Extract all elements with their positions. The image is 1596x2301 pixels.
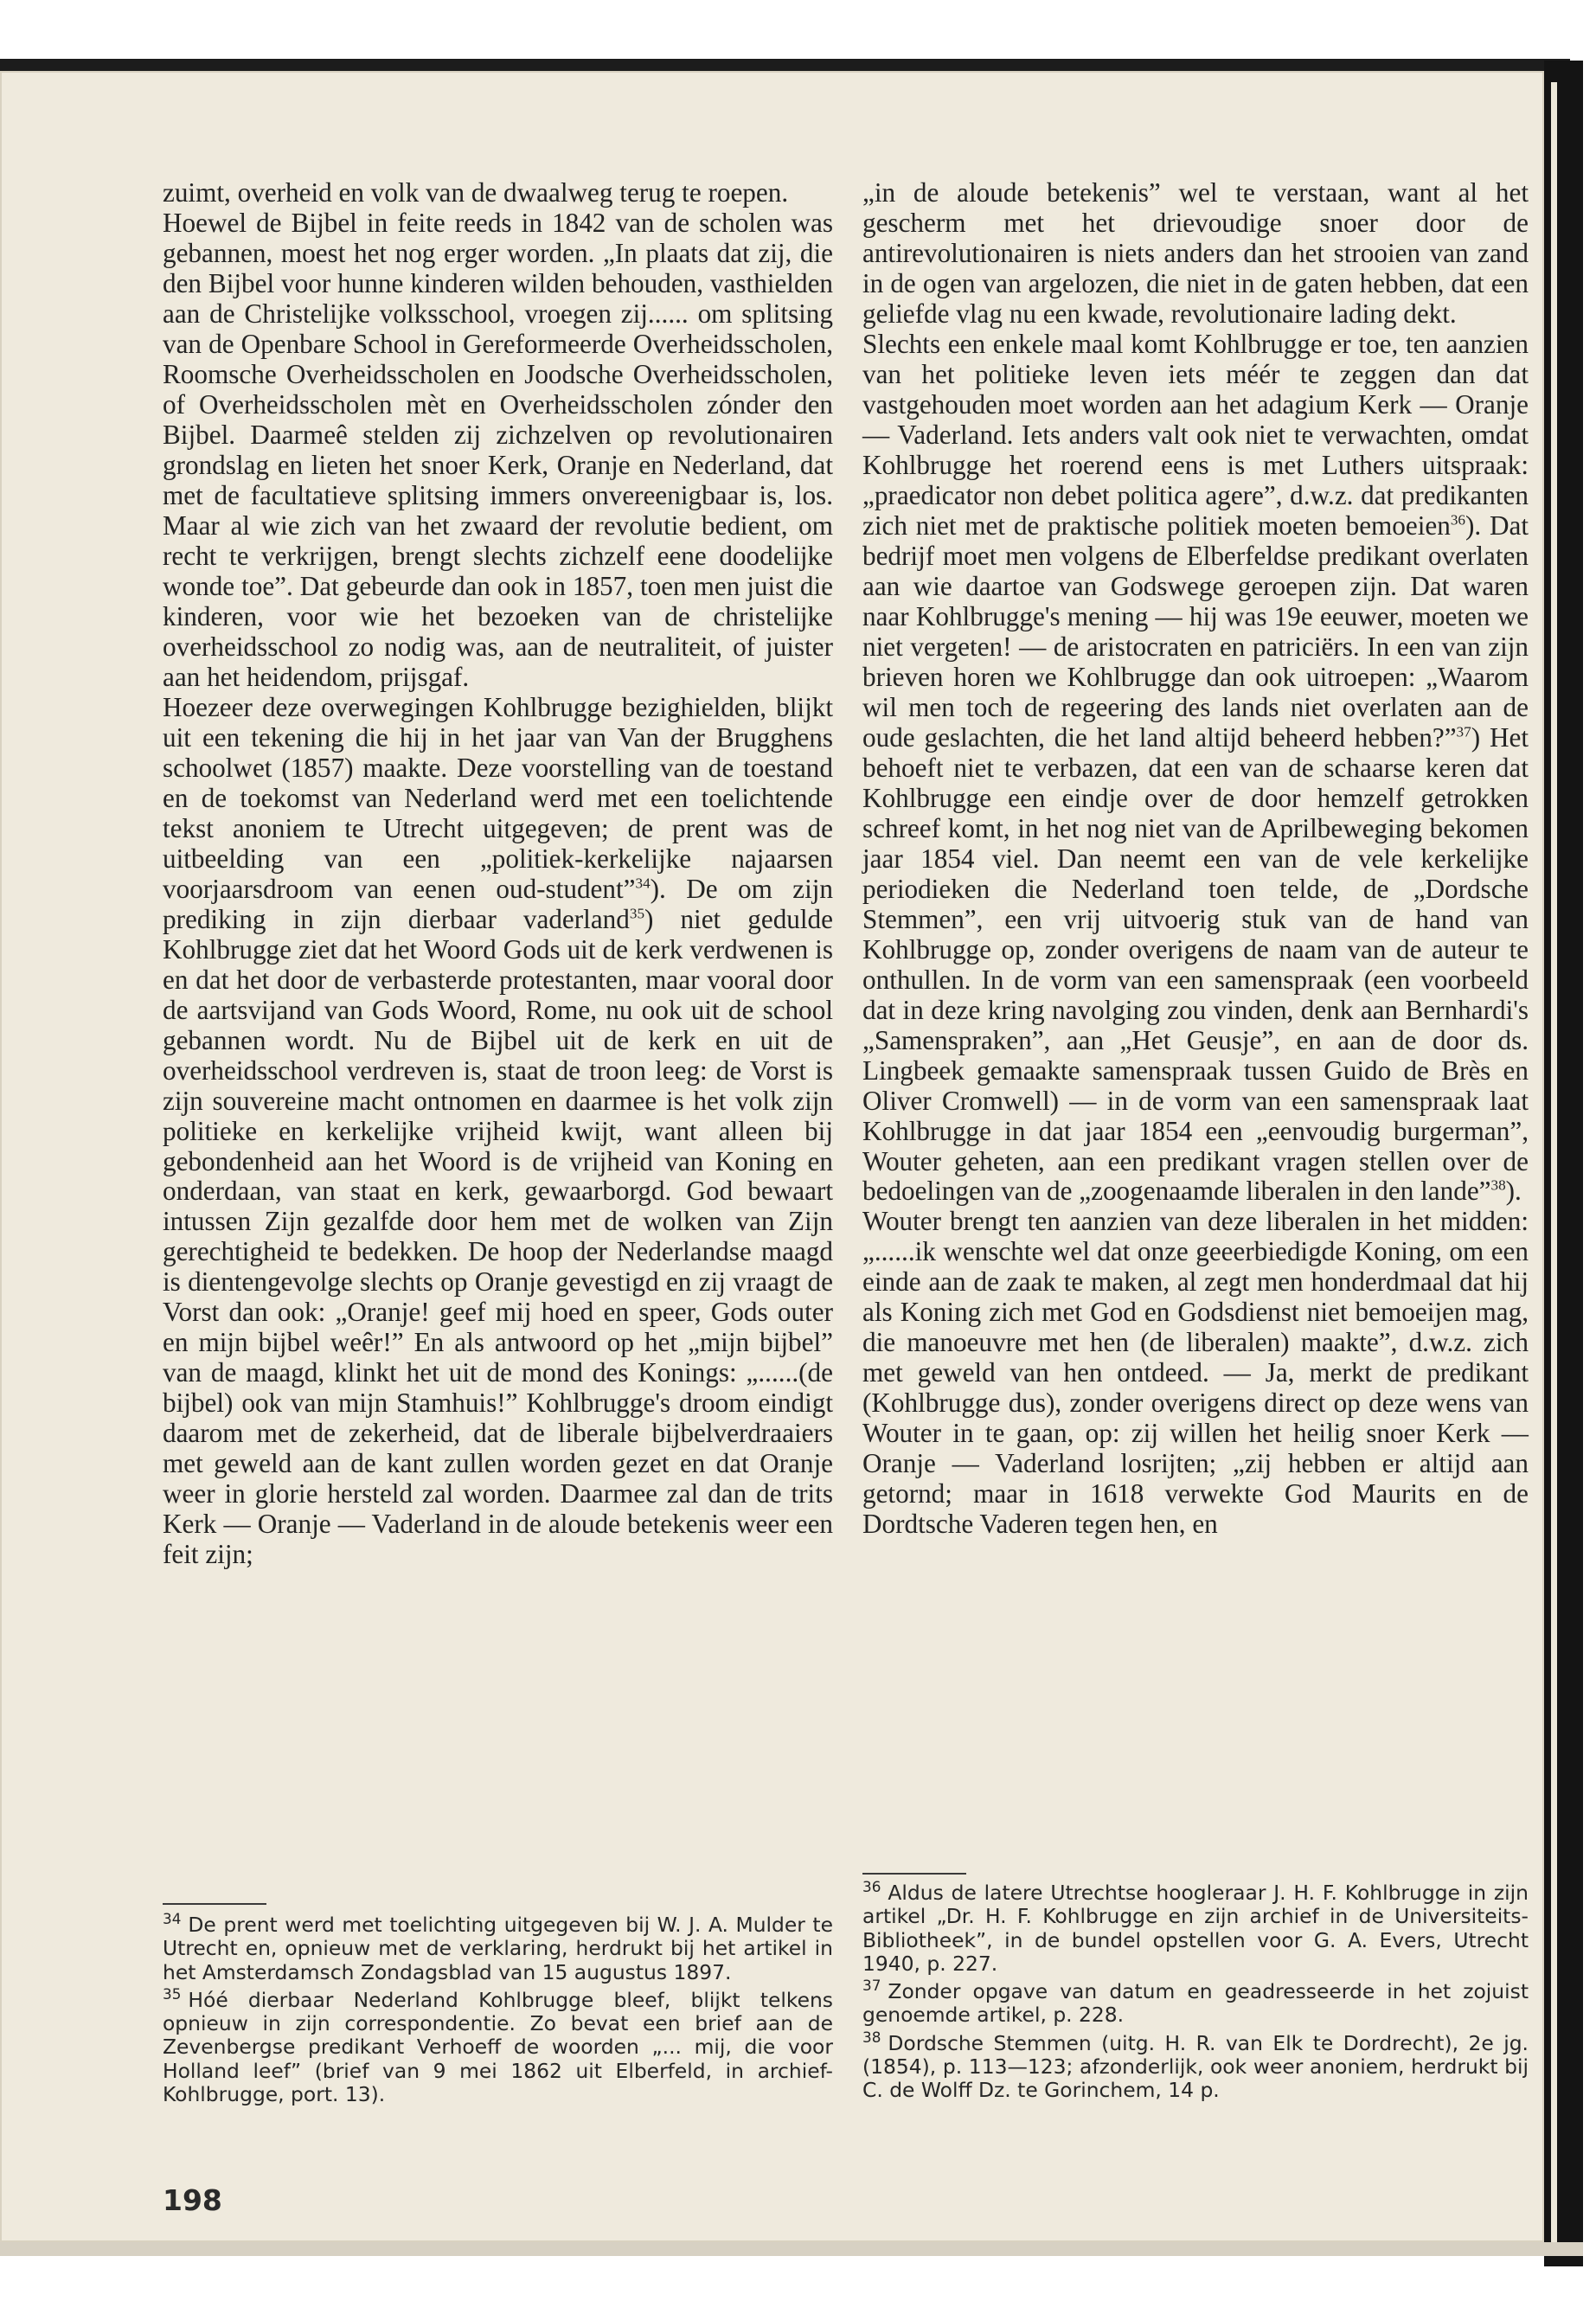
left-paragraph-3	[163, 692, 833, 1570]
left-paragraph-3-text: Hoezeer deze overwegingen Kohlbrugge bezighielden, blijkt uit een tekening die hij in het jaar van Van der Brugghens schoolwet (1857) maakte. Deze voorstelling van de toestand en de toekomst van Nederland werd met een toelichtende tekst anoniem te Utrecht uitgegeven; de prent was de uitbeelding van een „politiek-kerkelijke najaarsen voorjaarsdroom van eenen oud-student”	[163, 691, 833, 904]
footnote-ref: 35	[629, 905, 645, 922]
left-paragraph-2: Hoewel de Bijbel in feite reeds in 1842 van de scholen was gebannen, moest het nog erger worden. „In plaats dat zij, die den Bijbel voor hunne kinderen wilden behouden, vasthielden aan de Christelijke volksschool, vroegen zij...... om splitsing van de Openbare School in Gereformeerde Overheidsscholen, Roomsche Overheidsscholen en Joodsche Overheidsscholen, of Overheidsscholen mèt en Overheidsscholen zónder den Bijbel. Daarmeê stelden zij zichzelven op revolutionairen grondslag en lieten het snoer Kerk, Oranje en Nederland, dat met de facultatieve splitsing immers onvereenigbaar is, los. Maar al wie zich van het zwaard der revolutie bedient, om recht te verkrijgen, brengt slechts zichzelf eene doodelijke wonde toe”. Dat gebeurde dan ook in 1857, toen men juist die kinderen, voor wie het bezoeken van de christelijke overheidsschool zo nodig was, aan de neutraliteit, of juister aan het heidendom, prijsgaf.	[163, 207, 833, 692]
footnote	[163, 1985, 833, 2107]
footnote-ref: 37	[1456, 723, 1471, 740]
footnote-divider-left	[163, 1903, 266, 1905]
footnote-number: 35	[163, 1985, 182, 2003]
footnote-ref: 36	[1450, 511, 1465, 529]
footnote-text: Aldus de latere Utrechtse hoogleraar J. H. F. Kohlbrugge in zijn artikel „Dr. H. F. Kohlbrugge en zijn archief in de Universiteits-Bibliotheek”, in de bundel opstellen voor G. A. Evers, Utrecht 1940, p. 227.	[862, 1881, 1529, 1976]
footnote-ref: 34	[635, 875, 651, 892]
footnote-number: 38	[862, 2028, 881, 2046]
footnote	[862, 1878, 1529, 1976]
footnotes-right	[862, 1878, 1529, 2107]
right-paragraph-1: „in de aloude betekenis” wel te verstaan, want al het gescherm met het drievoudige snoer door de antirevolutionairen is niets anders dan het strooien van zand in de ogen van argelozen, die niet in de gaten hebben, dat een geliefde vlag nu een kwade, revolutionaire lading dekt.	[862, 177, 1529, 329]
footnotes-left	[163, 1910, 833, 2111]
right-paragraph-2-c: ) Het behoeft niet te verbazen, dat een van de schaarse keren dat Kohlbrugge een eindje over de door hemzelf getrokken schreef komt, in het nog niet van de Aprilbeweging bekomen jaar 1854 viel. Dan neemt een van de vele kerkelijke periodieken die Nederland toen telde, de „Dordsche Stemmen”, een vrij uitvoerig stuk van de hand van Kohlbrugge op, zonder overigens de naam van de auteur te onthullen. In de vorm van een samenspraak (een voorbeeld dat in deze kring navolging zou vinden, denk aan Bernhardi's „Samenspraken”, aan „Het Geusje”, en aan de door ds. Lingbeek gemaakte samenspraak tussen Guido de Brès en Oliver Cromwell) — in de vorm van een samenspraak laat Kohlbrugge in dat jaar 1854 een „eenvoudig burgerman”, Wouter geheten, aan een predikant vragen stellen over de bedoelingen van de „zoogenaamde liberalen in den lande”	[862, 721, 1529, 1207]
footnote-text: Dordsche Stemmen (uitg. H. R. van Elk te Dordrecht), 2e jg. (1854), p. 113—123; afzonderlijk, ook weer anoniem, herdrukt bij C. de Wolff Dz. te Gorinchem, 14 p.	[862, 2030, 1529, 2103]
left-text-column	[163, 177, 833, 1569]
page-number: 198	[163, 2183, 222, 2217]
right-paragraph-2-b: ). Dat bedrijf moet men volgens de Elberfeldse predikant overlaten aan wie daartoe van Godswege geroepen zijn. Dat waren naar Kohlbrugge's mening — hij was 19e eeuwer, moeten we niet vergeten! — de aristocraten en patriciërs. In een van zijn brieven horen we Kohlbrugge dan ook uitroepen: „Waarom wil men toch de regeering des lands niet overlaten aan de oude geslachten, die het land altijd beheerd hebben?”	[862, 510, 1529, 753]
left-paragraph-3-cont-b: ) niet gedulde Kohlbrugge ziet dat het Woord Gods uit de kerk verdwenen is en dat het door de verbasterde protestanten, maar vooral door de aartsvijand van Gods Woord, Rome, nu ook uit de school gebannen wordt. Nu de Bijbel uit de kerk en uit de overheidsschool verdreven is, staat de troon leeg: de Vorst is zijn souvereine macht ontnomen en daarmee is het volk zijn politieke en kerkelijke vrijheid kwijt, want alleen bij gebondenheid aan het Woord is de vrijheid van Koning en onderdaan, van staat en kerk, gewaarborgd. God bewaart intussen Zijn gezalfde door hem met de wolken van Zijn gerechtigheid te bedekken. De hoop der Nederlandse maagd is dientengevolge slechts op Oranje gevestigd en zij vraagt de Vorst dan ook: „Oranje! geef mij hoed en speer, Gods outer en mijn bijbel weêr!” En als antwoord op het „mijn bijbel” van de maagd, klinkt het uit de mond des Konings: „......(de bijbel) ook van mijn Stamhuis!” Kohlbrugge's droom eindigt daarom met de zekerheid, dat de liberale bijbelverdraaiers met geweld aan de kant zullen worden gezet en dat Oranje weer in glorie hersteld zal worden. Daarmee zal dan de trits Kerk — Oranje — Vaderland in de aloude betekenis weer een feit zijn;	[163, 903, 833, 1570]
scan-bottom-edge	[0, 2242, 1583, 2256]
left-paragraph-3-cont-a: ). De om zijn prediking in zijn dierbaar vaderland	[163, 873, 834, 934]
book-spine-edge	[1544, 61, 1583, 2266]
footnote-number: 34	[163, 1910, 182, 1928]
footnote-ref: 38	[1490, 1177, 1506, 1195]
scan-top-edge	[0, 59, 1570, 71]
footnote	[862, 1977, 1529, 2028]
page-edge-strip	[1551, 82, 1557, 2245]
footnote	[862, 2028, 1529, 2103]
right-paragraph-2-d: ).	[1505, 1176, 1522, 1207]
right-paragraph-2-a: Slechts een enkele maal komt Kohlbrugge er toe, ten aanzien van het politieke leven iets méér te zeggen dan dat vastgehouden moet worden aan het adagium Kerk — Oranje — Vaderland. Iets anders valt ook niet te verwachten, omdat Kohlbrugge het roerend eens is met Luthers uitspraak: „praedicator non debet politica agere”, d.w.z. dat predikanten zich niet met de praktische politiek moeten bemoeien	[862, 328, 1529, 541]
footnote-number: 36	[862, 1878, 881, 1896]
right-text-column	[862, 177, 1529, 1539]
footnote-number: 37	[862, 1977, 881, 1995]
footnote	[163, 1910, 833, 1984]
footnote-text: Zonder opgave van datum en geadresseerde in het zojuist genoemde artikel, p. 228.	[862, 1979, 1529, 2028]
footnote-text: Hóé dierbaar Nederland Kohlbrugge bleef, blijkt telkens opnieuw in zijn correspondentie. Zo bevat een brief aan de Zevenbergse predikant Verhoeff de woorden „... mij, die voor Holland leef” (brief van 9 mei 1862 uit Elberfeld, in archief-Kohlbrugge, port. 13).	[163, 1987, 833, 2107]
footnote-divider-right	[862, 1873, 966, 1875]
right-paragraph-2	[862, 329, 1529, 1207]
footnote-text: De prent werd met toelichting uitgegeven bij W. J. A. Mulder te Utrecht en, opnieuw met de verklaring, herdrukt bij het artikel in het Amsterdamsch Zondagsblad van 15 augustus 1897.	[163, 1913, 833, 1984]
left-paragraph-1: zuimt, overheid en volk van de dwaalweg terug te roepen.	[163, 177, 789, 208]
right-paragraph-3: Wouter brengt ten aanzien van deze liberalen in het midden: „......ik wenschte wel dat onze geeerbiedigde Koning, om een einde aan de zaak te maken, al zegt men honderdmaal dat hij als Koning zich met God en Godsdienst niet bemoeijen mag, die manoeuvre met hen (de liberalen) maakte”, d.w.z. zich met geweld van hen ontdeed. — Ja, merkt de predikant (Kohlbrugge dus), zonder overigens direct op deze wens van Wouter in te gaan, op: zij willen het heilig snoer Kerk — Oranje — Vaderland losrijten; „zij hebben er altijd aan getornd; maar in 1618 verwekte God Maurits en de Dordtsche Vaderen tegen hen, en	[862, 1206, 1529, 1540]
